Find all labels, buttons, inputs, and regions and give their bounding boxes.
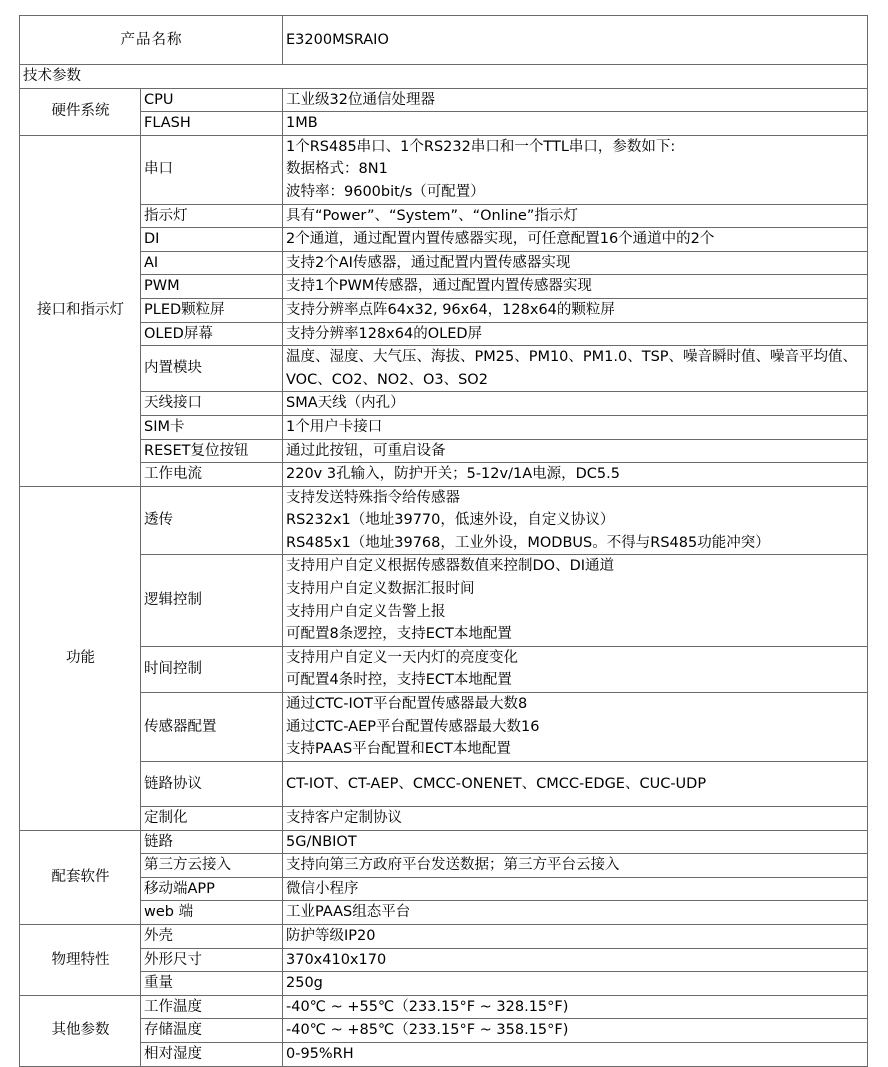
param-name: 存储温度 <box>141 1019 283 1043</box>
table-row <box>20 251 868 275</box>
param-name: AI <box>141 251 283 275</box>
value-line: 通过此按钮，可重启设备 <box>286 442 446 459</box>
group-label: 功能 <box>20 486 141 830</box>
param-name: FLASH <box>141 112 283 136</box>
section-title: 技术参数 <box>20 65 868 89</box>
param-value <box>283 555 868 646</box>
param-value <box>283 228 868 252</box>
table-row <box>20 112 868 136</box>
table-row <box>20 275 868 299</box>
value-line: 2个通道，通过配置内置传感器实现，可任意配置16个通道中的2个 <box>286 231 715 248</box>
param-value <box>283 135 868 204</box>
value-line: RS232x1（地址39770，低速外设，自定义协议） <box>286 512 615 529</box>
param-name: OLED屏幕 <box>141 322 283 346</box>
value-line: 370x410x170 <box>286 951 387 968</box>
param-value <box>283 204 868 228</box>
param-name: 内置模块 <box>141 346 283 392</box>
param-name: 外壳 <box>141 924 283 948</box>
param-value <box>283 901 868 925</box>
table-row <box>20 807 868 831</box>
param-name: 定制化 <box>141 807 283 831</box>
param-name: 工作电流 <box>141 463 283 487</box>
param-name: DI <box>141 228 283 252</box>
table-row <box>20 322 868 346</box>
param-value <box>283 995 868 1019</box>
table-row <box>20 463 868 487</box>
param-name: 时间控制 <box>141 646 283 692</box>
table-row <box>20 392 868 416</box>
param-name: CPU <box>141 88 283 112</box>
spec-table <box>19 15 868 1067</box>
param-value <box>283 693 868 762</box>
param-name: 串口 <box>141 135 283 204</box>
table-row <box>20 901 868 925</box>
value-line: 支持用户自定义告警上报 <box>286 603 446 620</box>
param-name: web 端 <box>141 901 283 925</box>
spec-sheet <box>19 15 867 1067</box>
table-row <box>20 204 868 228</box>
param-value <box>283 877 868 901</box>
param-name: 天线接口 <box>141 392 283 416</box>
value-line: 通过CTC-AEP平台配置传感器最大数16 <box>286 718 540 735</box>
param-value <box>283 807 868 831</box>
value-line: 支持客户定制协议 <box>286 810 402 826</box>
table-row <box>20 415 868 439</box>
group-label: 配套软件 <box>20 830 141 924</box>
table-row <box>20 646 868 692</box>
group-label: 物理特性 <box>20 924 141 995</box>
param-name: 指示灯 <box>141 204 283 228</box>
value-line: 1MB <box>286 115 318 132</box>
param-name: 传感器配置 <box>141 693 283 762</box>
value-line: 可配置8条逻控，支持ECT本地配置 <box>286 626 512 643</box>
param-name: PWM <box>141 275 283 299</box>
table-row <box>20 693 868 762</box>
table-row <box>20 854 868 878</box>
param-name: 第三方云接入 <box>141 854 283 878</box>
param-value <box>283 392 868 416</box>
param-name: 链路协议 <box>141 761 283 806</box>
param-value <box>283 1042 868 1066</box>
value-line: 1个用户卡接口 <box>286 418 383 435</box>
group-label: 硬件系统 <box>20 88 141 135</box>
table-row <box>20 761 868 806</box>
param-name: PLED颗粒屏 <box>141 298 283 322</box>
value-line: 可配置4条时控，支持ECT本地配置 <box>286 672 512 689</box>
table-row <box>20 924 868 948</box>
value-line: RS485x1（地址39768，工业外设，MODBUS。不得与RS485功能冲突） <box>286 534 770 551</box>
param-value <box>283 298 868 322</box>
param-value <box>283 924 868 948</box>
value-line: 220v 3孔输入，防护开关；5-12v/1A电源，DC5.5 <box>286 466 620 483</box>
param-value <box>283 112 868 136</box>
value-line: SMA天线（内孔） <box>286 395 405 412</box>
table-row <box>20 439 868 463</box>
value-line: 5G/NBIOT <box>286 833 357 850</box>
param-value <box>283 463 868 487</box>
param-value <box>283 322 868 346</box>
table-row <box>20 948 868 972</box>
param-value <box>283 830 868 854</box>
param-value <box>283 948 868 972</box>
value-line: 具有“Power”、“System”、“Online”指示灯 <box>286 207 578 224</box>
value-line: 支持分辨率点阵64x32, 96x64，128x64的颗粒屏 <box>286 301 615 318</box>
value-line: 温度、湿度、大气压、海拔、PM25、PM10、PM1.0、TSP、噪音瞬时值、噪音平均值、VOC、CO2、NO2、O3、SO2 <box>286 349 858 388</box>
value-line: 1个RS485串口、1个RS232串口和一个TTL串口，参数如下: <box>286 138 676 155</box>
value-line: 工业级32位通信处理器 <box>286 91 435 108</box>
table-row <box>20 135 868 204</box>
param-name: 相对湿度 <box>141 1042 283 1066</box>
table-row <box>20 228 868 252</box>
value-line: 250g <box>286 975 323 992</box>
value-line: 支持分辨率128x64的OLED屏 <box>286 325 483 342</box>
param-name: 重量 <box>141 972 283 996</box>
value-line: 支持2个AI传感器，通过配置内置传感器实现 <box>286 254 571 271</box>
value-line: 0-95%RH <box>286 1045 354 1062</box>
table-row <box>20 1042 868 1066</box>
value-line: CT-IOT、CT-AEP、CMCC-ONENET、CMCC-EDGE、CUC-UDP <box>286 775 707 792</box>
param-name: 逻辑控制 <box>141 555 283 646</box>
param-value <box>283 1019 868 1043</box>
param-value <box>283 439 868 463</box>
table-row <box>20 88 868 112</box>
param-name: RESET复位按钮 <box>141 439 283 463</box>
group-label: 其他参数 <box>20 995 141 1066</box>
value-line: 支持用户自定义数据汇报时间 <box>286 581 475 598</box>
table-row <box>20 830 868 854</box>
table-row <box>20 555 868 646</box>
value-line: 支持1个PWM传感器，通过配置内置传感器实现 <box>286 278 592 295</box>
param-name: 外形尺寸 <box>141 948 283 972</box>
value-line: 支持PAAS平台配置和ECT本地配置 <box>286 741 511 758</box>
param-name: SIM卡 <box>141 415 283 439</box>
table-row <box>20 486 868 555</box>
group-label: 接口和指示灯 <box>20 135 141 486</box>
value-line: 微信小程序 <box>286 880 359 897</box>
value-line: -40℃ ~ +55℃（233.15°F ~ 328.15°F) <box>286 998 569 1015</box>
param-value <box>283 88 868 112</box>
header-row <box>20 16 868 65</box>
param-value <box>283 761 868 806</box>
table-row <box>20 972 868 996</box>
table-row <box>20 346 868 392</box>
param-value <box>283 275 868 299</box>
table-row <box>20 995 868 1019</box>
value-line: 数据格式：8N1 <box>286 161 388 178</box>
param-value <box>283 854 868 878</box>
value-line: 防护等级IP20 <box>286 927 376 944</box>
section-title-row <box>20 65 868 89</box>
param-value <box>283 486 868 555</box>
table-row <box>20 298 868 322</box>
value-line: 支持发送特殊指令给传感器 <box>286 489 460 506</box>
param-value <box>283 972 868 996</box>
param-value <box>283 251 868 275</box>
param-name: 链路 <box>141 830 283 854</box>
value-line: 波特率：9600bit/s（可配置） <box>286 183 485 200</box>
product-name-label: 产品名称 <box>20 16 283 65</box>
param-value <box>283 346 868 392</box>
param-value <box>283 646 868 692</box>
param-name: 透传 <box>141 486 283 555</box>
value-line: 支持向第三方政府平台发送数据；第三方平台云接入 <box>286 857 620 874</box>
param-value <box>283 415 868 439</box>
product-name-value: E3200MSRAIO <box>283 16 868 65</box>
param-name: 工作温度 <box>141 995 283 1019</box>
table-row <box>20 1019 868 1043</box>
value-line: 支持用户自定义一天内灯的亮度变化 <box>286 649 518 666</box>
value-line: -40℃ ~ +85℃（233.15°F ~ 358.15°F) <box>286 1022 569 1039</box>
value-line: 支持用户自定义根据传感器数值来控制DO、DI通道 <box>286 558 615 575</box>
param-name: 移动端APP <box>141 877 283 901</box>
value-line: 通过CTC-IOT平台配置传感器最大数8 <box>286 696 528 713</box>
table-row <box>20 877 868 901</box>
value-line: 工业PAAS组态平台 <box>286 904 411 921</box>
